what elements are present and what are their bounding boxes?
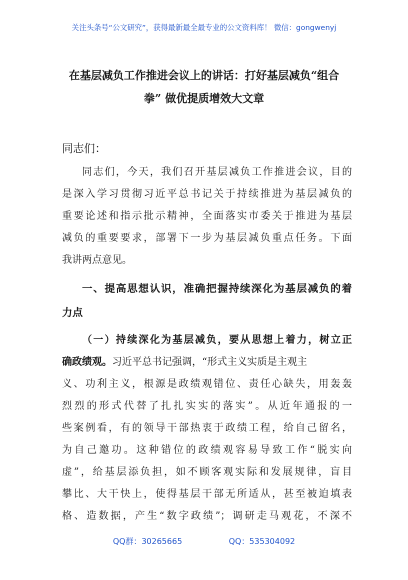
paragraph-line: 我讲两点意见。 — [62, 255, 132, 266]
paragraph-line: 格、造数据，产生“数字政绩”；调研走马观花，不深不 — [62, 511, 352, 522]
paragraph-line: 些案例看，有的领导干部热衷于政绩工程，给自己留名， — [62, 423, 352, 434]
paragraph-line: 同志们，今天，我们召开基层减负工作推进会议，目的 — [82, 167, 352, 178]
section-heading-line: 一、提高思想认识，准确把握持续深化为基层减负的着 — [82, 283, 352, 295]
paragraph-line: 减负的重要要求，部署下一步为基层减负重点任务。下面 — [62, 233, 352, 244]
subsection-heading-line: （一）持续深化为基层减负，要从思想上着力，树立正 — [82, 335, 352, 346]
header-banner: 关注头条号“公文研究”，获得最新最全最专业的公文资料库！ 微信：gongwenyj — [71, 23, 337, 32]
qq-group-label: QQ群：30265665 — [112, 537, 183, 546]
qq-number-label: QQ：535304092 — [228, 537, 296, 546]
title-line-2: 拳” 做优提质增效大文章 — [143, 92, 265, 105]
section-heading-line: 力点 — [62, 307, 83, 319]
paragraph-text: 习近平总书记强调，“形式主义实质是主观主 — [112, 357, 308, 368]
paragraph-line: 攀比、大干快上，使得基层干部无所适从，甚至被迫填表 — [62, 489, 352, 500]
paragraph-line: 虚”，给基层添负担，如不顾客观实际和发展规律，盲目 — [62, 467, 352, 478]
paragraph-line: 义、功利主义，根源是政绩观错位、责任心缺失，用轰轰 — [62, 379, 352, 390]
salutation: 同志们： — [62, 142, 106, 155]
document-title — [52, 64, 356, 110]
subsection-heading-tail: 确政绩观。 — [62, 357, 112, 368]
paragraph-line: 烈烈的形式代替了扎扎实实的落实”。从近年通报的一 — [62, 401, 352, 412]
paragraph-line: 重要论述和指示批示精神，全面落实市委关于推进为基层 — [62, 211, 352, 222]
paragraph-line: 为自己邀功。这种错位的政绩观容易导致工作“脱实向 — [62, 445, 352, 456]
title-line-1: 在基层减负工作推进会议上的讲话：打好基层减负“组合 — [68, 69, 340, 82]
footer-contacts — [0, 536, 408, 547]
paragraph-line — [62, 352, 352, 374]
paragraph-line: 是深入学习贯彻习近平总书记关于持续推进为基层减负的 — [62, 189, 352, 200]
